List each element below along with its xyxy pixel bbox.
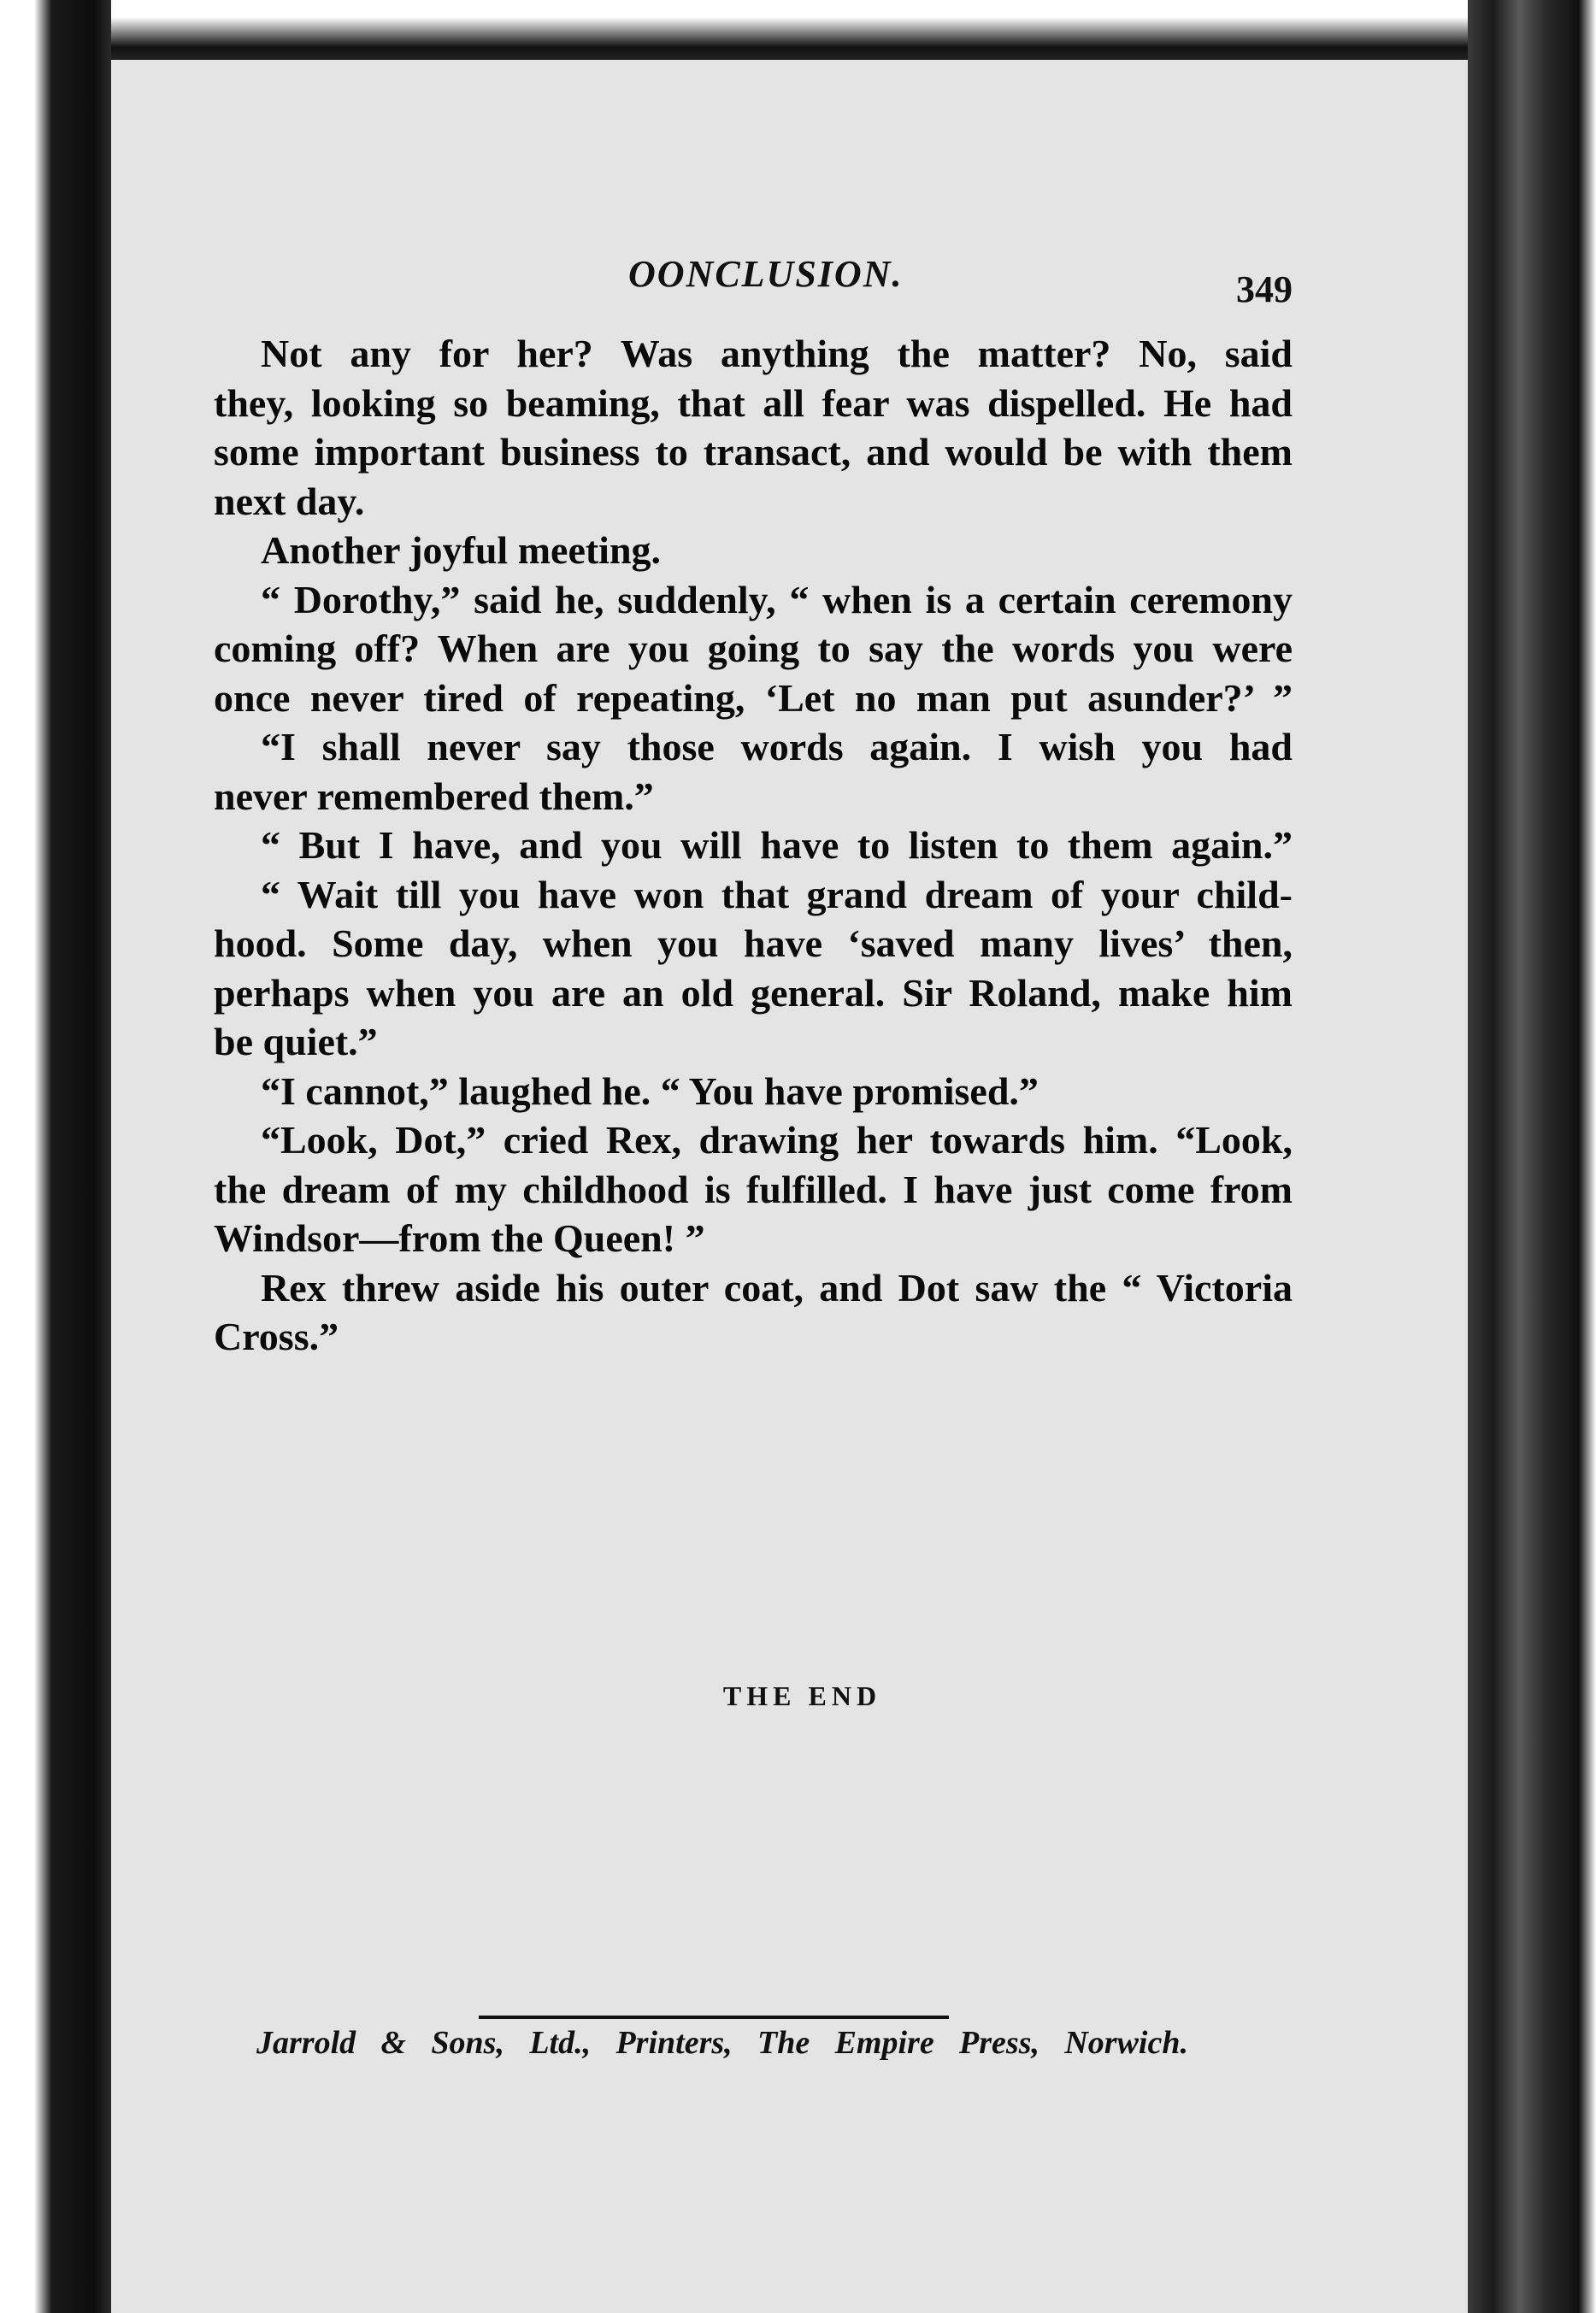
top-edge-shadow: [0, 0, 1596, 60]
text-line: “ But I have, and you will have to listen to them again.”: [261, 823, 1293, 867]
imprint-rule: [479, 2016, 949, 2019]
text-line: Windsor—from the Queen! ”: [214, 1216, 705, 1260]
text-line: perhaps when you are an old general. Sir Roland, make him: [214, 970, 1293, 1015]
text-line: “ Wait till you have won that grand dream of your child-: [261, 872, 1293, 916]
right-edge-cover: [1468, 0, 1596, 2313]
text-line: “ Dorothy,” said he, suddenly, “ when is a certain ceremony: [261, 577, 1293, 621]
text-line: they, looking so beaming, that all fear was dispelled. He had: [214, 380, 1293, 425]
text-line: the dream of my childhood is fulfilled. I have just come from: [214, 1167, 1293, 1211]
text-line: be quiet.”: [214, 1020, 378, 1063]
text-line: “I shall never say those words again. I wish you had: [261, 725, 1293, 768]
text-line: Rex threw aside his outer coat, and Dot saw the “ Victoria: [261, 1265, 1293, 1310]
text-line: Cross.”: [214, 1315, 339, 1358]
text-line: coming off? When are you going to say the words you were: [214, 627, 1293, 670]
text-line: never remembered them.”: [214, 774, 654, 818]
the-end-label: THE END: [722, 1680, 882, 1711]
page-number: 349: [1236, 268, 1293, 310]
text-line: hood. Some day, when you have ‘saved many lives’ then,: [214, 921, 1293, 965]
text-line: Not any for her? Was anything the matter? No, said: [261, 332, 1293, 375]
text-line: “I cannot,” laughed he. “ You have promised.”: [261, 1068, 1039, 1113]
text-line: Another joyful meeting.: [261, 528, 662, 572]
text-line: next day.: [214, 479, 365, 523]
printer-imprint: Jarrold & Sons, Ltd., Printers, The Empire Press, Norwich.: [256, 2025, 1188, 2061]
text-line: some important business to transact, and would be with them: [214, 430, 1293, 474]
running-header: OONCLUSION.: [628, 253, 904, 295]
body-text: [214, 329, 1293, 1362]
text-line: “Look, Dot,” cried Rex, drawing her towards him. “Look,: [261, 1118, 1293, 1162]
text-line: once never tired of repeating, ‘Let no man put asunder?’ ”: [214, 675, 1293, 720]
binding-edge: [0, 0, 111, 2313]
